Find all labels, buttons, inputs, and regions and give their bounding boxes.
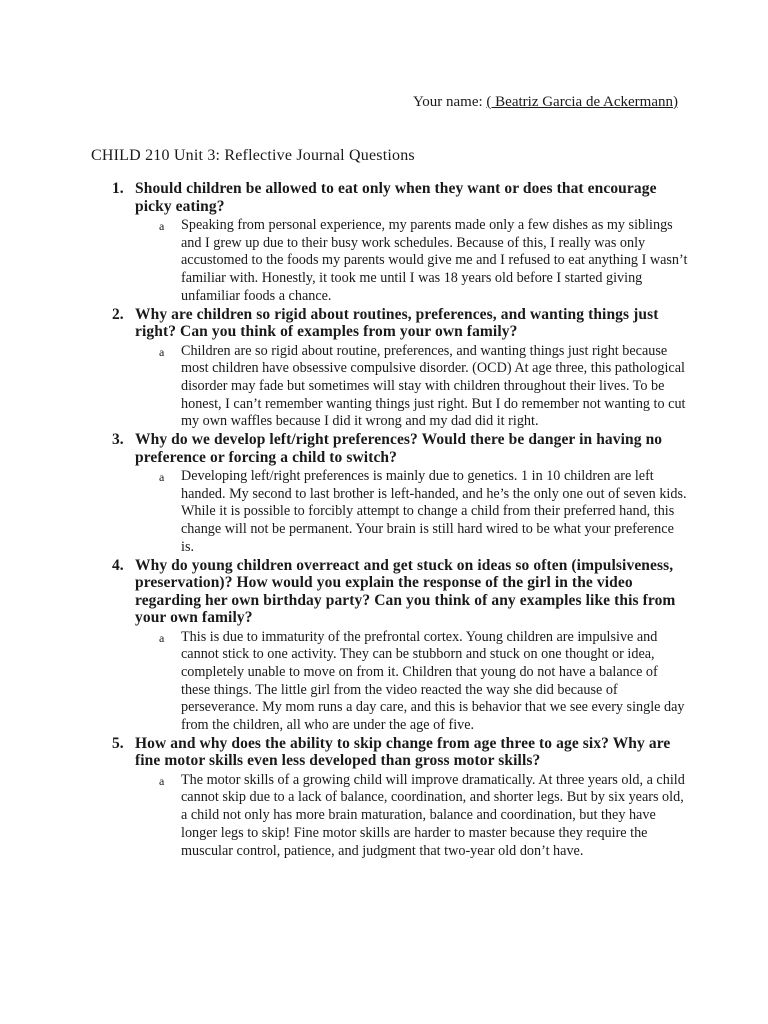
question-text: Why do we develop left/right preferences? Would there be danger in having no preference or forcing a child to switch? [135, 431, 663, 466]
answer-item [135, 217, 690, 306]
question-item [90, 735, 690, 861]
answer-text: This is due to immaturity of the prefrontal cortex. Young children are impulsive and cannot stick to one activity. They can be stubborn and stuck on one thought or idea, completely unable to move on from it. Children that young do not have a balance of these things. The little girl from the video reacted the way she did because of perseverance. My mom runs a day care, and this is behavior that we see every single day from the children, all who are under the age of five. [181, 628, 685, 734]
answer-marker: a [159, 219, 165, 233]
question-text: Why are children so rigid about routines, preferences, and wanting things just right? Can you think of examples from your own family? [135, 305, 659, 341]
student-name: ( Beatriz Garcia de Ackermann) [486, 94, 678, 110]
name-label: Your name: [412, 94, 487, 110]
answer-text: Speaking from personal experience, my parents made only a few dishes as my siblings and I grew up due to their busy work schedules. Because of this, I really was only accustomed to the foods my parents would give me and I refused to eat anything I wasn’t familiar with. Honestly, it took me until I was 18 years old before I started giving unfamiliar foods a chance. [181, 217, 688, 304]
question-number: 4. [112, 556, 124, 574]
question-number: 2. [112, 305, 124, 323]
question-text: Why do young children overreact and get stuck on ideas so often (impulsiveness, preservation)? How would you explain the response of the girl in the video regarding her own birthday party? Can you think of any examples like this from your own family? [135, 556, 676, 627]
answer-text: Children are so rigid about routine, preferences, and wanting things just right because most children have obsessive compulsive disorder. (OCD) At age three, this pathological disorder may fade but sometimes will stay with children throughout their lives. To be honest, I can’t remember wanting things just right. But I do remember not wanting to cut my own waffles because I did it wrong and my dad did it right. [181, 342, 686, 430]
question-item [90, 180, 690, 306]
question-item [90, 306, 690, 432]
answer-item [135, 772, 690, 861]
question-number: 3. [112, 431, 124, 449]
question-text: Should children be allowed to eat only when they want or does that encourage picky eating? [135, 180, 657, 215]
question-item [90, 557, 690, 735]
answer-item [135, 468, 690, 557]
answer-marker: a [159, 344, 165, 359]
question-number: 5. [112, 734, 124, 752]
question-list [90, 180, 690, 860]
answer-item [135, 629, 690, 735]
answer-text: Developing left/right preferences is mainly due to genetics. 1 in 10 children are left handed. My second to last brother is left-handed, and he’s the only one out of seven kids. While it is possible to forcibly attempt to change a child from their preferred hand, this change will not be permanent. Your brain is still hard wired to be what your preference is. [181, 468, 687, 555]
question-item [90, 431, 690, 557]
document-title: CHILD 210 Unit 3: Reflective Journal Questions [91, 147, 415, 164]
answer-marker: a [159, 470, 165, 485]
question-number: 1. [112, 180, 124, 197]
answer-marker: a [159, 773, 165, 788]
answer-item [135, 343, 690, 432]
answer-text: The motor skills of a growing child will improve dramatically. At three years old, a child cannot skip due to a lack of balance, coordination, and shorter legs. But by six years old, a child not only has more brain maturation, balance and coordination, but they have longer legs to skip! Fine motor skills are harder to master because they require the muscular control, patience, and judgment that two-year old don’t have. [181, 771, 685, 859]
answer-marker: a [159, 630, 165, 645]
question-text: How and why does the ability to skip change from age three to age six? Why are fine motor skills even less developed than gross motor skills? [135, 734, 671, 770]
student-name-line [413, 92, 678, 112]
